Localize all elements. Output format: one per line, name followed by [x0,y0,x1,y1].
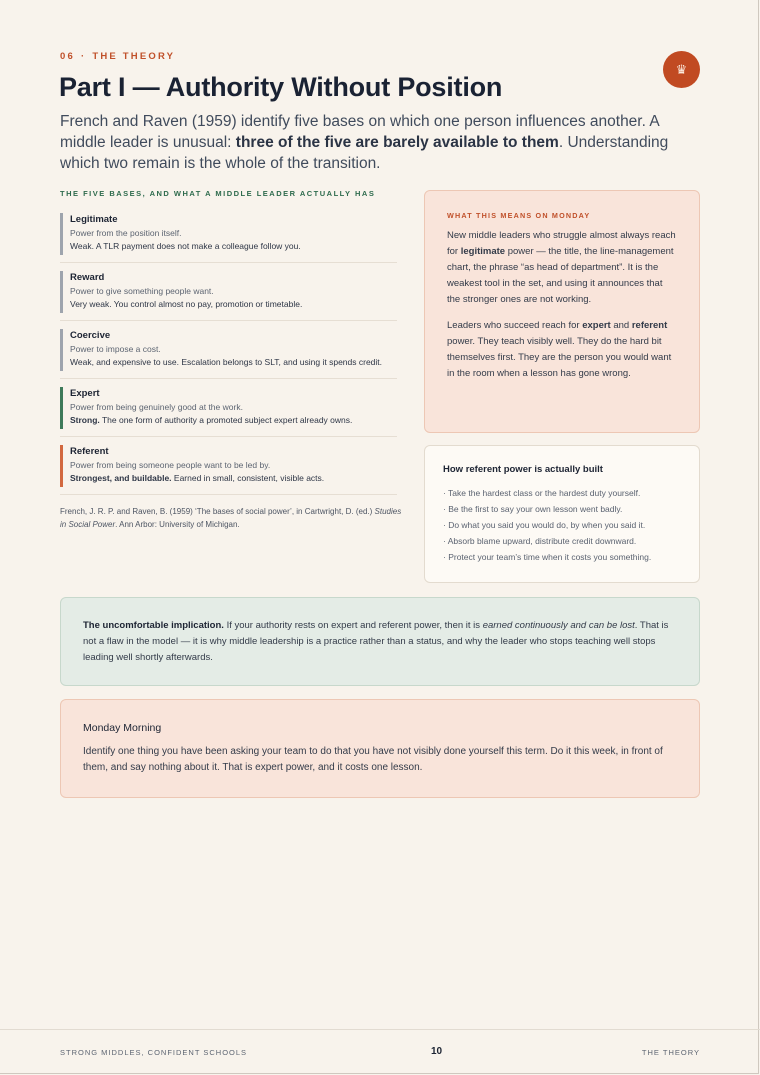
referent-power-box [424,445,700,583]
text: . That is not a flaw in the model — it is why middle leadership is a practice rather than a status, and why the leader who stops teaching well stops leading well shortly afterwards. [83,620,669,663]
text: and [610,320,632,331]
text: New middle leaders who struggle almost always reach for [447,230,676,257]
base-indicator-bar [60,271,63,313]
bases-list [60,205,397,495]
verdict-text: Weak. A TLR payment does not make a colleague follow you. [70,241,301,251]
base-indicator-bar [60,329,63,371]
verdict-text: Very weak. You control almost no pay, promotion or timetable. [70,299,303,309]
base-item-legitimate [60,205,397,263]
base-indicator-bar [60,445,63,487]
section-badge [663,51,700,88]
emphasis: legitimate [460,246,506,257]
verdict-text: Earned in small, consistent, visible acts. [171,473,325,483]
list-item: · Absorb blame upward, distribute credit downward. [443,536,637,546]
footer-book-title: STRONG MIDDLES, CONFIDENT SCHOOLS [60,1048,248,1057]
base-indicator-bar [60,213,63,255]
text: If your authority rests on expert and referent power, then it is [223,620,483,631]
text: power. They teach visibly well. They do the hard bit themselves first. They are the person you would want in the room when a lesson has gone wrong. [447,336,672,379]
base-item-reward [60,263,397,321]
bases-heading: THE FIVE BASES, AND WHAT A MIDDLE LEADER ACTUALLY HAS [60,189,376,198]
citation-text-2: . Ann Arbor: University of Michigan. [115,520,240,529]
citation-text-1: French, J. R. P. and Raven, B. (1959) ‘The bases of social power’, in Cartwright, D. (ed.) [60,507,375,516]
monday-callout [424,190,700,433]
text: power — the title, the line-management chart, the phrase “as head of department”. It is the weakest tool in the set, and using it announces that the stronger ones are not working. [447,246,674,305]
implication-callout [60,597,700,686]
intro-text-2: . Understanding which two remain is the whole of the transition. [60,134,669,172]
list-item: · Be the first to say your own lesson went badly. [443,504,623,514]
base-description: Power from being genuinely good at the work. [70,402,243,412]
citation-title: Studies in Social Power [60,507,402,529]
referent-box-title: How referent power is actually built [443,464,603,475]
monday-morning-title: Monday Morning [83,722,162,734]
footer-divider [0,1029,760,1030]
eyebrow-separator: · [80,51,87,62]
base-indicator-bar [60,387,63,429]
emphasis: referent [631,320,668,331]
monday-callout-paragraph-2 [447,318,677,382]
section-eyebrow [60,51,175,62]
base-verdict [70,299,397,320]
list-item: · Take the hardest class or the hardest duty yourself. [443,488,641,498]
page-number: 10 [431,1046,443,1057]
intro-text-1: French and Raven (1959) identify five bases on which one person influences another. A middle leader is unusual: [60,113,659,151]
base-verdict [70,241,397,262]
base-item-coercive [60,321,397,379]
list-item: · Do what you said you would do, by when you said it. [443,520,646,530]
monday-morning-callout [60,699,700,798]
base-description: Power to impose a cost. [70,344,161,354]
base-name: Referent [70,446,109,457]
monday-morning-text: Identify one thing you have been asking your team to do that you have not visibly done yourself this term. Do it this week, in front of them, and say nothing about it. That is expert power, and it costs one lesson. [83,746,663,773]
intro-paragraph [60,111,670,174]
verdict-text: The one form of authority a promoted subject expert already owns. [99,415,353,425]
emphasis: expert [582,320,611,331]
base-name: Legitimate [70,214,118,225]
base-name: Coercive [70,330,111,341]
base-description: Power to give something people want. [70,286,214,296]
italic-emphasis: earned continuously and can be lost [482,620,635,631]
base-verdict [70,415,397,436]
text: Leaders who succeed reach for [447,320,583,331]
monday-callout-paragraph-1 [447,228,677,308]
citation [60,505,405,531]
footer-section: THE THEORY [641,1048,700,1057]
verdict-text: Weak, and expensive to use. Escalation belongs to SLT, and using it spends credit. [70,357,383,367]
monday-callout-label: WHAT THIS MEANS ON MONDAY [447,211,591,220]
implication-heading: The uncomfortable implication. [83,620,224,631]
referent-list [443,485,681,565]
page-title: Part I — Authority Without Position [59,72,503,102]
section-number: 06 [60,51,75,62]
section-name: THE THEORY [92,51,176,62]
verdict-emphasis: Strong. [70,415,100,425]
base-item-expert [60,379,397,437]
base-verdict [70,473,397,494]
base-name: Expert [70,388,100,399]
base-name: Reward [70,272,105,283]
base-item-referent [60,437,397,495]
verdict-emphasis: Strongest, and buildable. [70,473,172,483]
base-description: Power from the position itself. [70,228,182,238]
base-verdict [70,357,397,378]
base-description: Power from being someone people want to be led by. [70,460,271,470]
list-item: · Protect your team’s time when it costs you something. [443,552,652,562]
intro-emphasis: three of the five are barely available to them [235,134,559,151]
crown-icon: ♛ [675,61,688,77]
